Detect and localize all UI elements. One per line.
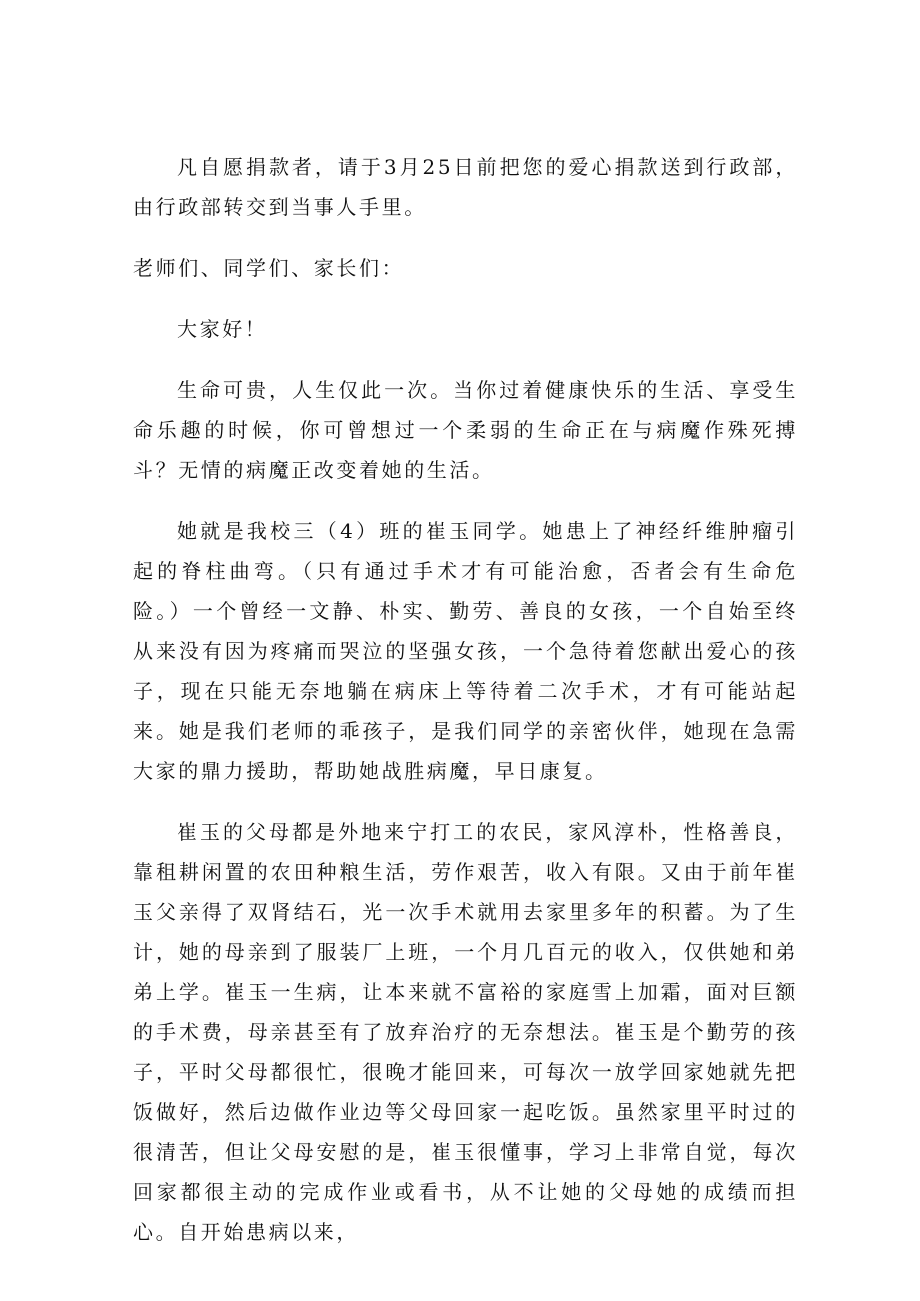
greeting: 大家好！: [177, 317, 268, 341]
paragraph-family-situation: 崔玉的父母都是外地来宁打工的农民，家风淳朴，性格善良，靠租耕闲置的农田种粮生活，劳作艰苦，收入有限。又由于前年崔玉父亲得了双肾结石，光一次手术就用去家里多年的积蓄。为了生计，她的母亲到了服装厂上班，一个月几百元的收入，仅供她和弟弟上学。崔玉一生病，让本来就不富裕的家庭雪上加霜，面对巨额的手术费，母亲甚至有了放弃治疗的无奈想法。崔玉是个勤劳的孩子，平时父母都很忙，很晚才能回来，可每次一放学回家她就先把饭做好，然后边做作业边等父母回家一起吃饭。虽然家里平时过的很清苦，但让父母安慰的是，崔玉很懂事，学习上非常自觉，每次回家都很主动的完成作业或看书，从不让她的父母她的成绩而担心。自开始患病以来，: [133, 820, 798, 1244]
paragraph-intro: 生命可贵，人生仅此一次。当你过着健康快乐的生活、享受生命乐趣的时候，你可曾想过一个柔弱的生命正在与病魔作殊死搏斗？无情的病魔正改变着她的生活。: [133, 378, 798, 482]
paragraph-donation-notice: 凡自愿捐款者，请于3月25日前把您的爱心捐款送到行政部，由行政部转交到当事人手里。: [133, 155, 798, 219]
salutation: 老师们、同学们、家长们：: [133, 256, 405, 280]
document-body: [133, 147, 798, 1252]
paragraph-student-story: 她就是我校三（4）班的崔玉同学。她患上了神经纤维肿瘤引起的脊柱曲弯。（只有通过手术才有可能治愈，否者会有生命危险。）一个曾经一文静、朴实、勤劳、善良的女孩，一个自始至终从来没有因为疼痛而哭泣的坚强女孩，一个急待着您献出爱心的孩子，现在只能无奈地躺在病床上等待着二次手术，才有可能站起来。她是我们老师的乖孩子，是我们同学的亲密伙伴，她现在急需大家的鼎力援助，帮助她战胜病魔，早日康复。: [133, 519, 798, 783]
